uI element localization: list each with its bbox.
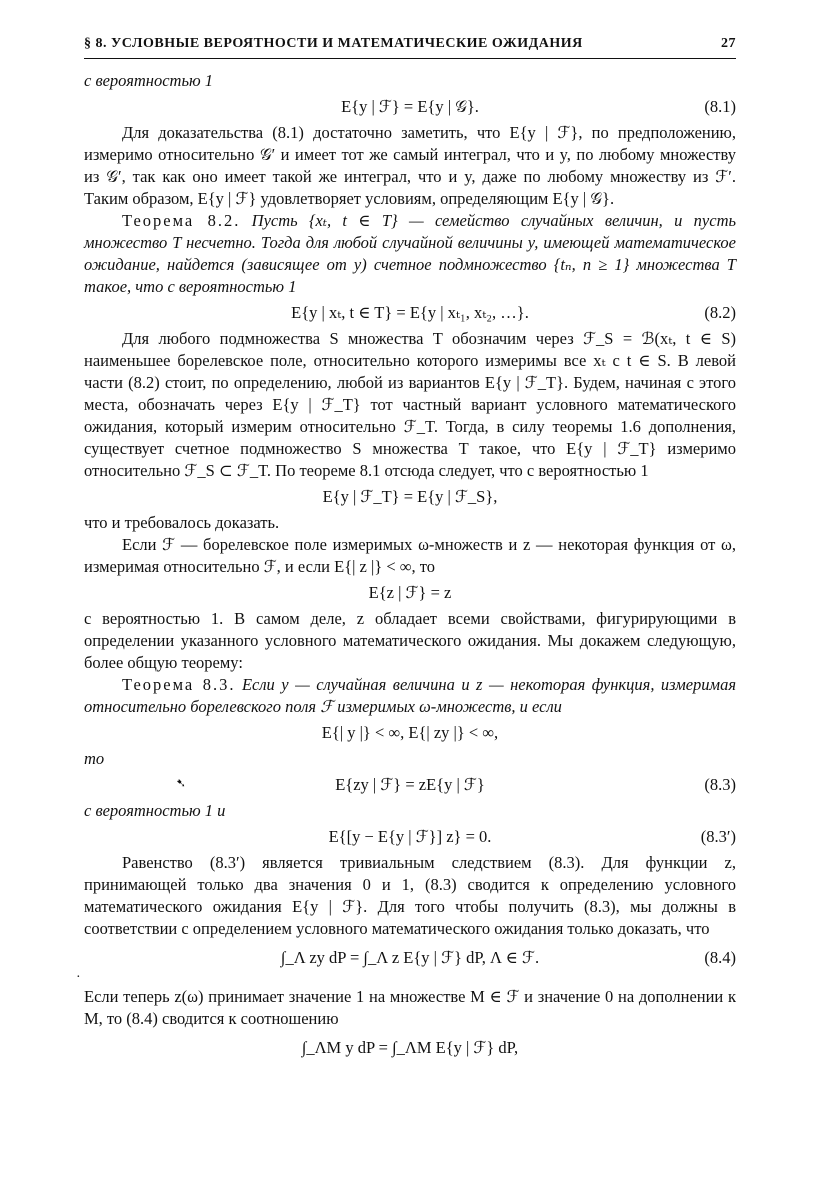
paragraph: Если ℱ — борелевское поле измеримых ω-множеств и z — некоторая функция от ω, измеримая относительно ℱ, и если E{| z |} < ∞, то (84, 535, 736, 576)
equation-number: (8.1) (704, 97, 736, 116)
theorem-label: Теорема 8.2. (122, 211, 241, 230)
theorem-text: Если y — случайная величина и z — некоторая функция, измеримая относительно борелевского поля ℱ измеримых ω-множеств, и если (84, 675, 736, 716)
equation-body: ∫_Λ zy dP = ∫_Λ z E{y | ℱ} dP, Λ ∈ ℱ. (280, 948, 540, 967)
paragraph: Для доказательства (8.1) достаточно заметить, что E{y | ℱ}, по предположению, измеримо относительно 𝒢′ и имеет тот же самый интеграл, что и y, по любому множеству из 𝒢′, так как оно имеет такой же интеграл, что и y, даже по любому множеству из ℱ′. Таким образом, E{y | ℱ} удовлетворяет условиям, определяющим E{y | 𝒢}. (84, 123, 736, 208)
theorem-text: Пусть {xₜ, t ∈ T} — семейство случайных величин, и пусть множество T несчетно. Тогда для любой случайной величины y, имеющей математическое ожидание, найдется (зависящее от y) счетное подмножество {tₙ, n ≥ 1} множества T такое, что с вероятностью 1 (84, 211, 736, 296)
paragraph: Если теперь z(ω) принимает значение 1 на множестве M ∈ ℱ и значение 0 на дополнении к M, то (8.4) сводится к соотношению (84, 987, 736, 1028)
equation-body: E{zy | ℱ} = zE{y | ℱ} (335, 775, 485, 794)
text-line: с вероятностью 1 (84, 71, 213, 90)
theorem-8-3 (84, 674, 736, 718)
equation-body: E{| y |} < ∞, E{| zy |} < ∞, (321, 723, 499, 742)
print-dot-icon: · (76, 970, 81, 985)
equation-body: E{y | xₜ, t ∈ T} = E{y | xₜ₁, xₜ₂, …}. (291, 303, 529, 322)
page-number: 27 (721, 36, 736, 51)
equation-body: ∫_ΛM y dP = ∫_ΛM E{y | ℱ} dP, (301, 1038, 519, 1057)
equation (84, 581, 736, 605)
running-header (84, 36, 736, 52)
text-line: что и требовалось доказать. (84, 513, 280, 532)
paragraph: Равенство (8.3′) является тривиальным следствием (8.3). Для функции z, принимающей только два значения 0 и 1, (8.3) сводится к определению условного математического ожидания E{y | ℱ}. Для того чтобы получить (8.3), мы должны в соответствии с определением условного математического ожидания только доказать, что (84, 853, 736, 938)
equation-8-2 (84, 301, 736, 325)
equation-number: (8.2) (704, 303, 736, 322)
equation-body: E{[y − E{y | ℱ}] z} = 0. (328, 827, 492, 846)
text-line: то (84, 749, 105, 768)
theorem-8-2 (84, 210, 736, 298)
equation-8-1 (84, 95, 736, 119)
theorem-label: Теорема 8.3. (122, 675, 236, 694)
equation-body: E{z | ℱ} = z (368, 583, 452, 602)
equation-body: E{y | ℱ} = E{y | 𝒢}. (341, 97, 479, 116)
equation-number: (8.3) (704, 775, 736, 794)
equation-8-3-prime (84, 825, 736, 849)
page-body (84, 70, 736, 1080)
text-line: с вероятностью 1 и (84, 801, 226, 820)
equation-number: (8.4) (704, 948, 736, 967)
paragraph: Для любого подмножества S множества T обозначим через ℱ_S = ℬ(xₜ, t ∈ S) наименьшее борелевское поле, относительно которого измеримы все xₜ с t ∈ S. В левой части (8.2) стоит, по определению, любой из вариантов E{y | ℱ_T}. Будем, начиная с этого места, обозначать через E{y | ℱ_T} тот частный вариант условного математического ожидания, который измерим относительно ℱ_T. Тогда, в силу теоремы 1.6 дополнения, существует счетное подмножество S множества T такое, что E{y | ℱ_T} измеримо относительно ℱ_S ⊂ ℱ_T. По теореме 8.1 отсюда следует, что с вероятностью 1 (84, 329, 736, 480)
equation (84, 1033, 736, 1077)
equation-body: E{y | ℱ_T} = E{y | ℱ_S}, (322, 487, 498, 506)
equation (84, 485, 736, 509)
equation (84, 721, 736, 745)
equation-8-4 (84, 943, 736, 983)
paragraph: с вероятностью 1. В самом деле, z обладает всеми свойствами, фигурирующими в определении указанного условного математического ожидания. Мы докажем следующую, более общую теорему: (84, 609, 736, 672)
header-rule (84, 58, 736, 59)
equation-number: (8.3′) (700, 827, 736, 846)
running-title: § 8. УСЛОВНЫЕ ВЕРОЯТНОСТИ И МАТЕМАТИЧЕСКИЕ ОЖИДАНИЯ (84, 36, 583, 51)
print-mark-icon: ➷ (176, 776, 187, 790)
